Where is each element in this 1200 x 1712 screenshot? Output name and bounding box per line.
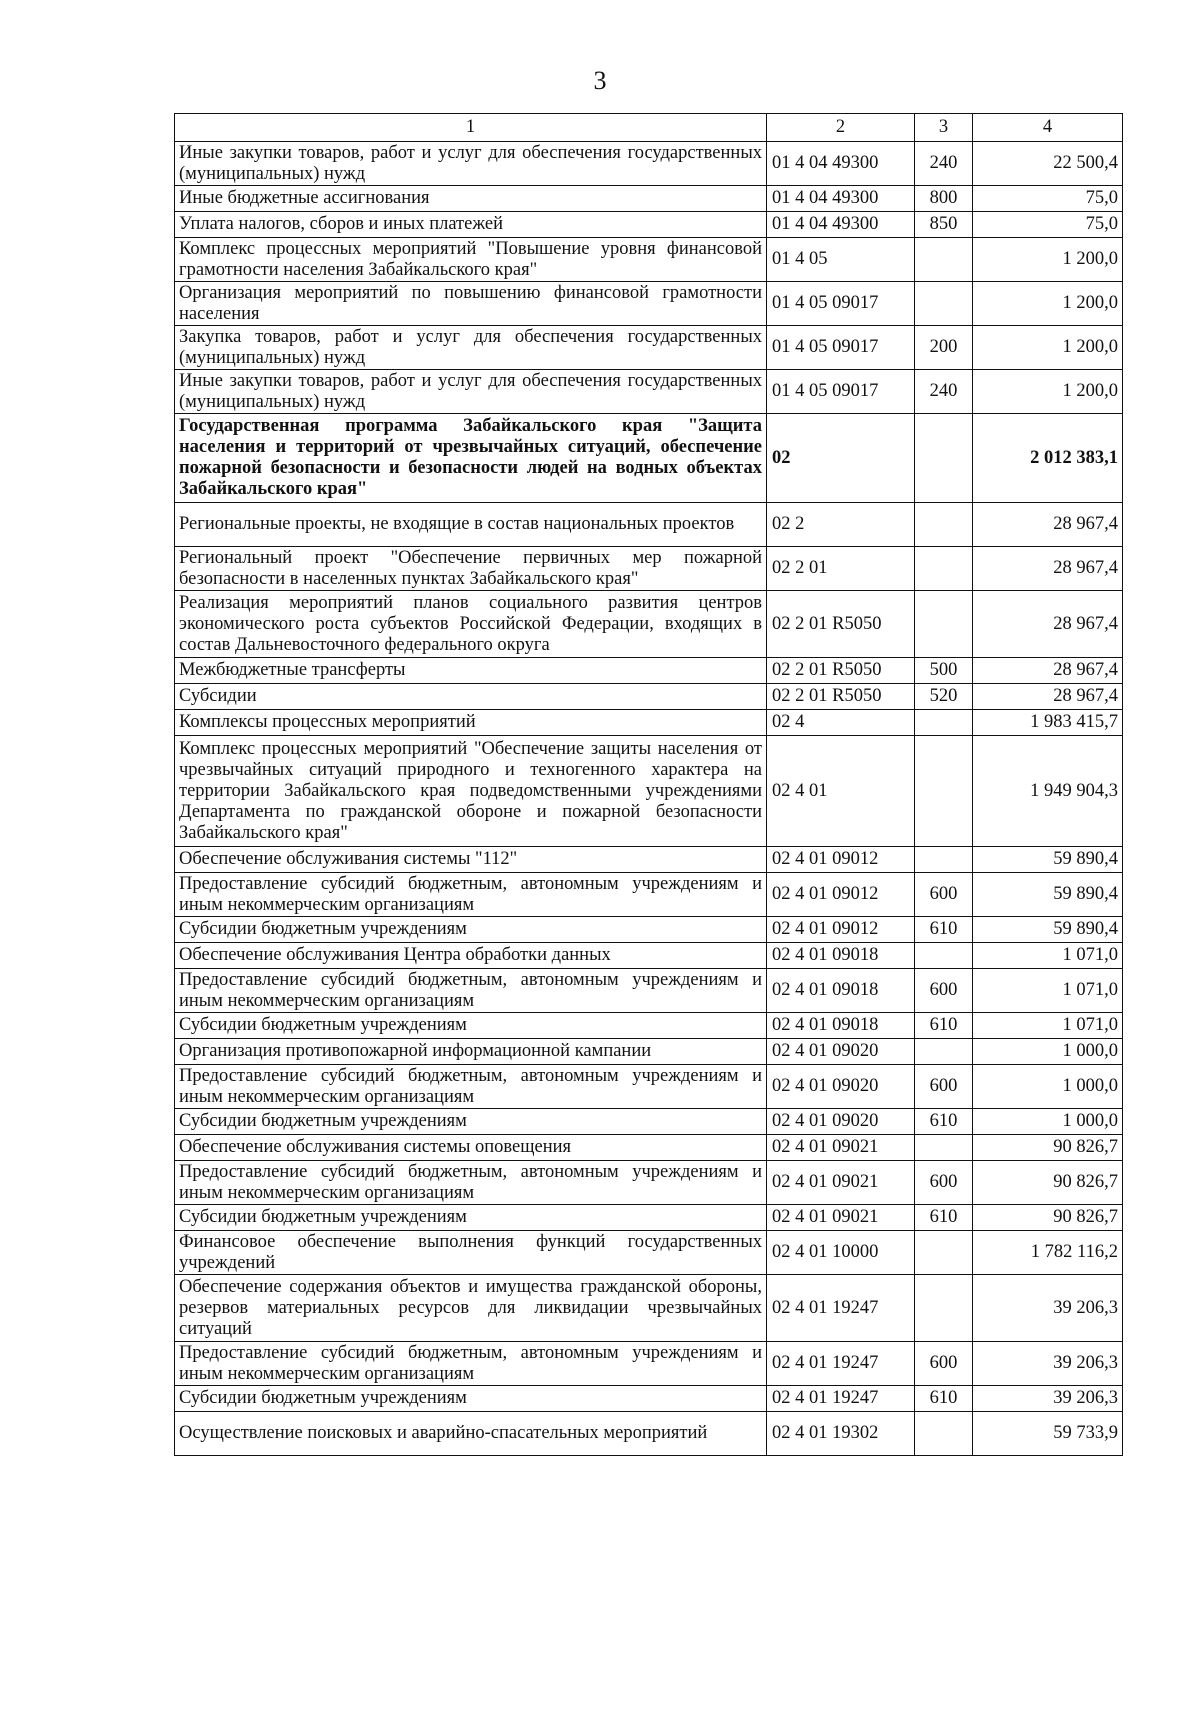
row-description: Предоставление субсидий бюджетным, автономным учреждениям и иным некоммерческим организациям [175,873,767,917]
row-expense-type [915,847,973,873]
row-amount: 28 967,4 [973,658,1123,684]
row-amount: 59 890,4 [973,873,1123,917]
row-description: Иные закупки товаров, работ и услуг для обеспечения государственных (муниципальных) нужд [175,370,767,414]
column-header: 3 [915,114,973,142]
row-amount: 59 733,9 [973,1412,1123,1456]
row-amount: 28 967,4 [973,547,1123,591]
table-row [175,326,1123,370]
row-description: Региональные проекты, не входящие в состав национальных проектов [175,503,767,547]
row-amount: 90 826,7 [973,1161,1123,1205]
row-amount: 1 200,0 [973,326,1123,370]
row-expense-type: 500 [915,658,973,684]
row-amount: 1 200,0 [973,238,1123,282]
row-amount: 28 967,4 [973,591,1123,658]
table-row [175,1342,1123,1386]
row-description: Финансовое обеспечение выполнения функций государственных учреждений [175,1231,767,1275]
row-amount: 1 000,0 [973,1109,1123,1135]
row-code: 02 4 01 09020 [767,1039,915,1065]
row-amount: 59 890,4 [973,917,1123,943]
row-code: 02 2 01 [767,547,915,591]
row-code: 02 4 01 09012 [767,847,915,873]
table-header-row [175,114,1123,142]
row-code: 02 4 01 09021 [767,1135,915,1161]
row-code: 02 2 01 R5050 [767,684,915,710]
row-amount: 39 206,3 [973,1386,1123,1412]
row-description: Субсидии [175,684,767,710]
row-code: 02 4 01 09018 [767,1013,915,1039]
row-expense-type: 610 [915,1386,973,1412]
row-amount: 59 890,4 [973,847,1123,873]
row-expense-type [915,943,973,969]
row-code: 02 4 01 09018 [767,943,915,969]
row-description: Государственная программа Забайкальского края "Защита населения и территорий от чрезвычайных ситуаций, обеспечение пожарной безопасности и безопасности людей на водных объектах Забайкальского края" [175,414,767,503]
row-amount: 28 967,4 [973,503,1123,547]
row-expense-type: 610 [915,917,973,943]
row-expense-type: 200 [915,326,973,370]
row-code: 02 4 01 09012 [767,873,915,917]
row-code: 01 4 05 09017 [767,282,915,326]
row-code: 02 4 01 [767,736,915,847]
row-amount: 39 206,3 [973,1342,1123,1386]
column-header: 1 [175,114,767,142]
row-expense-type: 800 [915,186,973,212]
table-row [175,503,1123,547]
row-amount: 1 071,0 [973,1013,1123,1039]
row-expense-type: 610 [915,1205,973,1231]
table-row [175,1231,1123,1275]
row-code: 02 4 01 09012 [767,917,915,943]
row-code: 02 [767,414,915,503]
row-code: 02 4 01 19247 [767,1386,915,1412]
row-amount: 1 000,0 [973,1065,1123,1109]
row-amount: 1 200,0 [973,282,1123,326]
table-row [175,142,1123,186]
row-description: Организация противопожарной информационной кампании [175,1039,767,1065]
row-description: Предоставление субсидий бюджетным, автономным учреждениям и иным некоммерческим организациям [175,1065,767,1109]
column-header: 4 [973,114,1123,142]
row-expense-type: 600 [915,969,973,1013]
table-row [175,736,1123,847]
row-description: Обеспечение обслуживания системы оповещения [175,1135,767,1161]
table-row [175,658,1123,684]
table-row [175,238,1123,282]
column-header: 2 [767,114,915,142]
row-code: 02 4 01 19302 [767,1412,915,1456]
row-code: 02 4 01 09021 [767,1205,915,1231]
row-code: 02 4 01 10000 [767,1231,915,1275]
row-expense-type [915,736,973,847]
row-expense-type: 240 [915,142,973,186]
row-description: Обеспечение обслуживания Центра обработки данных [175,943,767,969]
row-description: Обеспечение обслуживания системы "112" [175,847,767,873]
table-row [175,1386,1123,1412]
row-description: Региональный проект "Обеспечение первичных мер пожарной безопасности в населенных пунктах Забайкальского края" [175,547,767,591]
row-code: 02 2 [767,503,915,547]
row-expense-type: 600 [915,1065,973,1109]
row-expense-type: 610 [915,1109,973,1135]
row-code: 02 4 [767,710,915,736]
row-amount: 39 206,3 [973,1275,1123,1342]
row-expense-type: 240 [915,370,973,414]
row-description: Иные бюджетные ассигнования [175,186,767,212]
row-amount: 22 500,4 [973,142,1123,186]
row-amount: 1 949 904,3 [973,736,1123,847]
row-code: 01 4 05 09017 [767,370,915,414]
page-number: 3 [593,66,607,95]
row-code: 01 4 05 09017 [767,326,915,370]
table-row [175,847,1123,873]
row-amount: 2 012 383,1 [973,414,1123,503]
row-description: Обеспечение содержания объектов и имущества гражданской обороны, резервов материальных ресурсов для ликвидации чрезвычайных ситуаций [175,1275,767,1342]
table-row [175,1065,1123,1109]
row-amount: 1 983 415,7 [973,710,1123,736]
row-amount: 28 967,4 [973,684,1123,710]
table-row [175,186,1123,212]
table-row [175,873,1123,917]
row-description: Комплекс процессных мероприятий "Повышение уровня финансовой грамотности населения Забайкальского края" [175,238,767,282]
row-description: Межбюджетные трансферты [175,658,767,684]
row-description: Осуществление поисковых и аварийно-спасательных мероприятий [175,1412,767,1456]
row-amount: 1 000,0 [973,1039,1123,1065]
table-row [175,591,1123,658]
row-code: 01 4 04 49300 [767,186,915,212]
row-expense-type: 600 [915,1161,973,1205]
row-expense-type [915,503,973,547]
row-code: 02 4 01 19247 [767,1275,915,1342]
row-amount: 90 826,7 [973,1135,1123,1161]
row-description: Комплексы процессных мероприятий [175,710,767,736]
row-description: Субсидии бюджетным учреждениям [175,1205,767,1231]
row-expense-type: 610 [915,1013,973,1039]
table-row [175,1275,1123,1342]
row-code: 02 4 01 09021 [767,1161,915,1205]
row-expense-type: 520 [915,684,973,710]
table-row [175,1412,1123,1456]
row-code: 02 2 01 R5050 [767,658,915,684]
row-description: Закупка товаров, работ и услуг для обеспечения государственных (муниципальных) нужд [175,326,767,370]
row-amount: 90 826,7 [973,1205,1123,1231]
row-expense-type [915,591,973,658]
table-row [175,684,1123,710]
table-row [175,414,1123,503]
row-description: Уплата налогов, сборов и иных платежей [175,212,767,238]
row-expense-type [915,1039,973,1065]
table-row [175,547,1123,591]
row-expense-type [915,238,973,282]
row-expense-type [915,547,973,591]
row-description: Предоставление субсидий бюджетным, автономным учреждениям и иным некоммерческим организациям [175,969,767,1013]
row-description: Иные закупки товаров, работ и услуг для обеспечения государственных (муниципальных) нужд [175,142,767,186]
row-expense-type [915,282,973,326]
row-expense-type [915,1275,973,1342]
table-row [175,1013,1123,1039]
row-amount: 1 071,0 [973,969,1123,1013]
row-expense-type [915,1135,973,1161]
table-row [175,282,1123,326]
row-code: 02 4 01 09020 [767,1109,915,1135]
row-code: 01 4 04 49300 [767,142,915,186]
table-row [175,1205,1123,1231]
row-expense-type [915,1412,973,1456]
row-description: Предоставление субсидий бюджетным, автономным учреждениям и иным некоммерческим организациям [175,1161,767,1205]
row-expense-type: 600 [915,1342,973,1386]
table-row [175,917,1123,943]
row-description: Субсидии бюджетным учреждениям [175,917,767,943]
row-description: Субсидии бюджетным учреждениям [175,1109,767,1135]
row-code: 02 2 01 R5050 [767,591,915,658]
row-amount: 1 071,0 [973,943,1123,969]
table-row [175,1039,1123,1065]
budget-table [174,113,1123,1456]
row-description: Организация мероприятий по повышению финансовой грамотности населения [175,282,767,326]
row-code: 01 4 05 [767,238,915,282]
row-description: Предоставление субсидий бюджетным, автономным учреждениям и иным некоммерческим организациям [175,1342,767,1386]
row-description: Реализация мероприятий планов социального развития центров экономического роста субъектов Российской Федерации, входящих в состав Дальневосточного федерального округа [175,591,767,658]
row-expense-type: 850 [915,212,973,238]
row-expense-type: 600 [915,873,973,917]
table-row [175,943,1123,969]
row-amount: 1 200,0 [973,370,1123,414]
table-row [175,370,1123,414]
row-amount: 1 782 116,2 [973,1231,1123,1275]
row-description: Субсидии бюджетным учреждениям [175,1386,767,1412]
row-description: Субсидии бюджетным учреждениям [175,1013,767,1039]
table-row [175,1109,1123,1135]
table-row [175,1161,1123,1205]
table-row [175,1135,1123,1161]
row-expense-type [915,1231,973,1275]
table-row [175,212,1123,238]
table-row [175,969,1123,1013]
row-code: 02 4 01 09020 [767,1065,915,1109]
table-row [175,710,1123,736]
row-code: 02 4 01 19247 [767,1342,915,1386]
row-expense-type [915,414,973,503]
row-amount: 75,0 [973,212,1123,238]
row-expense-type [915,710,973,736]
row-amount: 75,0 [973,186,1123,212]
row-code: 02 4 01 09018 [767,969,915,1013]
row-code: 01 4 04 49300 [767,212,915,238]
row-description: Комплекс процессных мероприятий "Обеспечение защиты населения от чрезвычайных ситуаций природного и техногенного характера на территории Забайкальского края подведомственными учреждениями Департамента по гражданской обороне и пожарной безопасности Забайкальского края" [175,736,767,847]
